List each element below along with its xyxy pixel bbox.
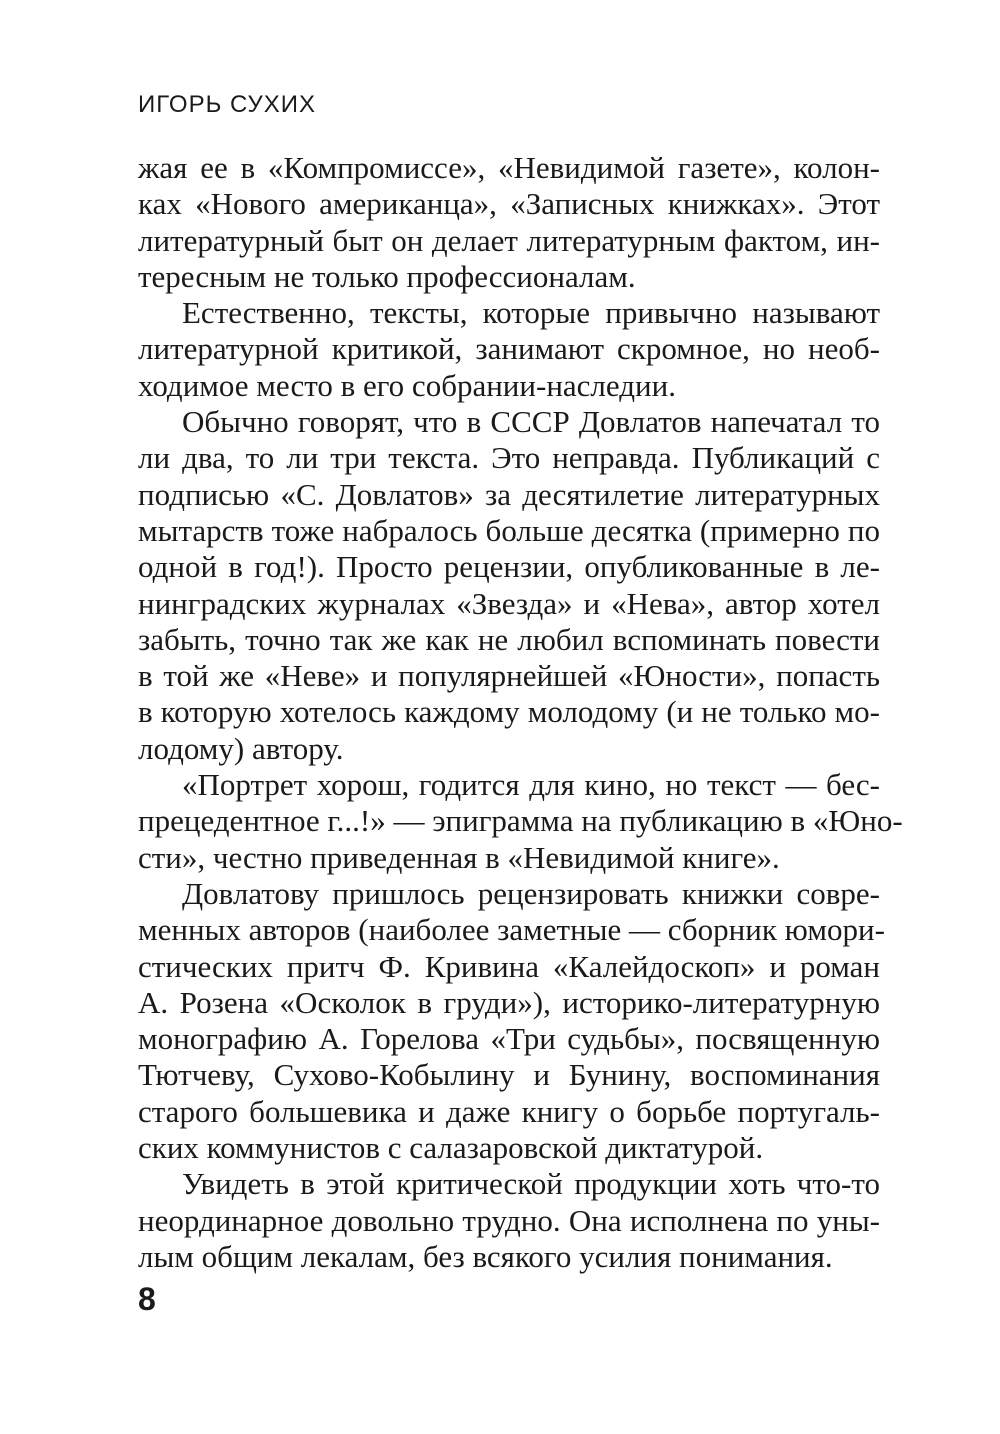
text-line: Тютчеву, Сухово-Кобылину и Бунину, воспоминания	[138, 1057, 880, 1093]
text-line: подписью «С. Довлатов» за десятилетие литературных	[138, 476, 880, 512]
text-line: «Портрет хорош, годится для кино, но текст — бес-	[182, 767, 880, 803]
text-line: неординарное довольно трудно. Она исполнена по уны-	[138, 1202, 880, 1238]
text-line: А. Розена «Осколок в груди»), историко-литературную	[138, 984, 880, 1020]
text-line: жая ее в «Компромиссе», «Невидимой газете», колон-	[138, 150, 880, 185]
text-line: менных авторов (наиболее заметные — сборник юмори-	[138, 912, 885, 948]
text-line: одной в год!). Просто рецензии, опубликованные в ле-	[138, 549, 880, 585]
paragraph	[138, 767, 903, 876]
text-line: в той же «Неве» и популярнейшей «Юности», попасть	[138, 658, 880, 694]
text-line: тересным не только профессионалам.	[138, 258, 636, 294]
text-line: нинградских журналах «Звезда» и «Нева», автор хотел	[138, 585, 880, 621]
text-line: Увидеть в этой критической продукции хоть что-то	[182, 1166, 880, 1202]
text-line: стических притч Ф. Кривина «Калейдоскоп» и роман	[138, 948, 880, 984]
text-line: ли два, то ли три текста. Это неправда. Публикаций с	[138, 440, 880, 476]
text-line: мытарств тоже набралось больше десятка (примерно по	[138, 512, 880, 548]
text-line: Естественно, тексты, которые привычно называют	[182, 295, 880, 331]
text-line: монографию А. Горелова «Три судьбы», посвященную	[138, 1021, 880, 1057]
text-line: сти», честно приведенная в «Невидимой книге».	[138, 839, 780, 875]
running-head: ИГОРЬ СУХИХ	[138, 91, 317, 118]
paragraph	[138, 150, 880, 295]
paragraph	[138, 295, 880, 404]
text-line: Довлатову пришлось рецензировать книжки совре-	[182, 875, 880, 911]
text-line: Обычно говорят, что в СССР Довлатов напечатал то	[182, 404, 880, 440]
paragraph	[138, 1166, 880, 1275]
text-line: прецедентное г...!» — эпиграмма на публикацию в «Юно-	[138, 803, 903, 839]
text-line: литературный быт он делает литературным фактом, ин-	[138, 222, 880, 258]
text-line: ках «Нового американца», «Записных книжках». Этот	[138, 186, 880, 222]
text-line: забыть, точно так же как не любил вспоминать повести	[138, 621, 880, 657]
text-line: лым общим лекалам, без всякого усилия понимания.	[138, 1238, 833, 1274]
paragraph	[138, 404, 880, 767]
page-body	[138, 150, 903, 1275]
text-line: лодому) автору.	[138, 730, 344, 766]
text-line: в которую хотелось каждому молодому (и не только мо-	[138, 694, 880, 730]
text-line: ходимое место в его собрании-наследии.	[138, 367, 676, 403]
page-number: 8	[138, 1281, 156, 1317]
text-line: литературной критикой, занимают скромное, но необ-	[138, 331, 880, 367]
paragraph	[138, 875, 885, 1166]
text-line: ских коммунистов с салазаровской диктатурой.	[138, 1130, 764, 1166]
text-line: старого большевика и даже книгу о борьбе португаль-	[138, 1093, 880, 1129]
